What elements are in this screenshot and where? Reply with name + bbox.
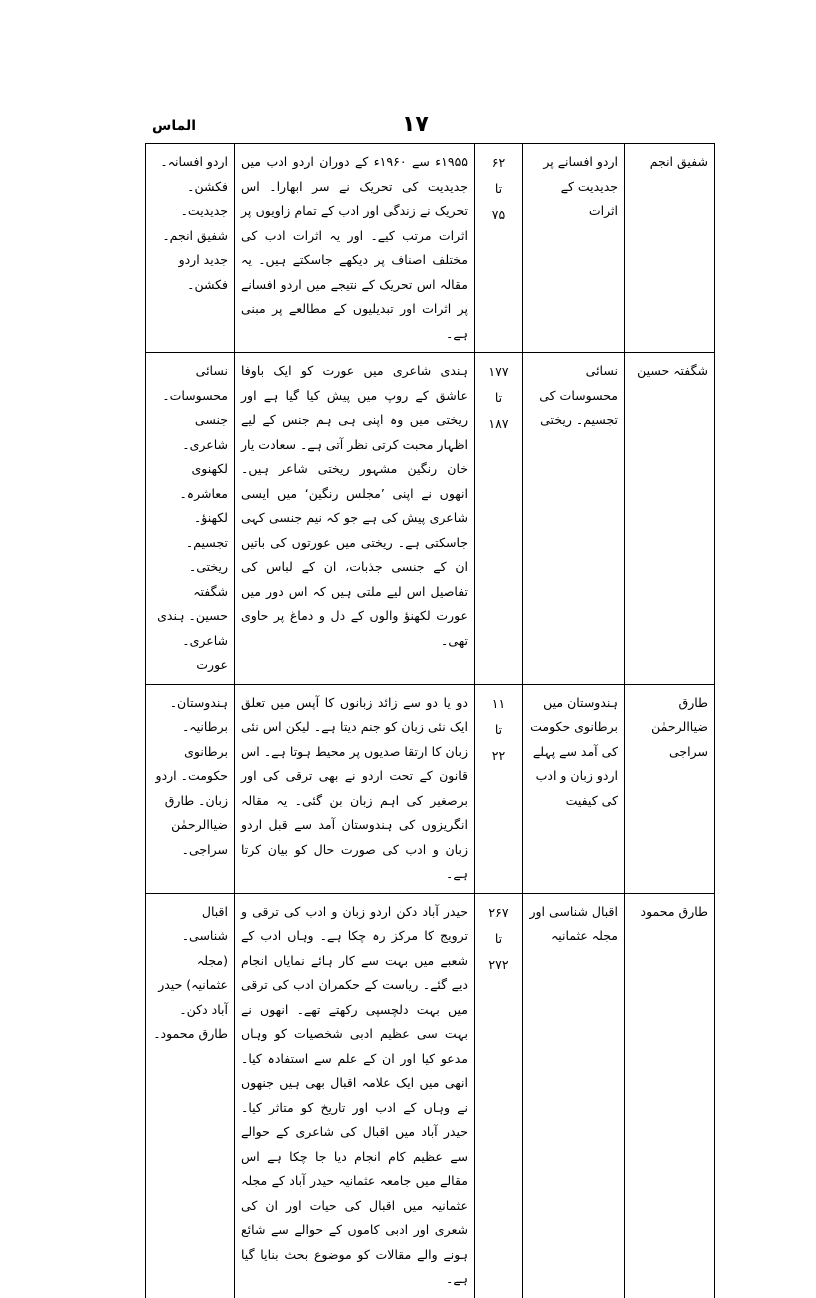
- pages-cell: [475, 684, 523, 893]
- page-to-word: تا: [494, 721, 503, 737]
- keywords-cell: اردو افسانہ۔ فکشن۔ جدیدیت۔ شفیق انجم۔ جدید اردو فکشن۔: [146, 144, 235, 353]
- table-row: [146, 353, 715, 685]
- title-cell: اقبال شناسی اور مجلہ عثمانیہ: [523, 893, 625, 1298]
- summary-cell: حیدر آباد دکن اردو زبان و ادب کی ترقی و ترویج کا مرکز رہ چکا ہے۔ وہاں ادب کے شعبے میں بہت سے کار ہائے نمایاں انجام دیے گئے۔ ریاست کے حکمران ادب کی ترقی میں بہت دلچسپی رکھتے تھے۔ انھوں نے بہت سی عظیم ادبی شخصیات کو وہاں مدعو کیا اور ان کے علم سے استفادہ کیا۔ انھی میں ایک علامہ اقبال بھی ہیں جنھوں نے وہاں کے ادب اور تاریخ کو متاثر کیا۔ حیدر آباد میں اقبال کی شاعری کے حوالے سے عظیم کام انجام دیا جا چکا ہے اس مقالے میں جامعہ عثمانیہ حیدر آباد کے مجلہ عثمانیہ میں اقبال کی حیات اور ان کی شعری اور ادبی کاموں کے حوالے سے شائع ہونے والے مقالات کو موضوع بحث بنایا گیا ہے۔: [235, 893, 475, 1298]
- page-from: ۶۲: [491, 155, 506, 170]
- page-to: ۷۵: [491, 207, 506, 222]
- pages-cell: [475, 144, 523, 353]
- summary-cell: ہندی شاعری میں عورت کو ایک باوفا عاشق کے روپ میں پیش کیا گیا ہے اور ریختی میں وہ اپنی ہی ہم جنس کے لیے اظہار محبت کرتی نظر آتی ہے۔ سعادت یار خان رنگین مشہور ریختی شاعر ہیں۔ انھوں نے اپنی ’مجلس رنگین‘ میں ایسی شاعری پیش کی ہے جو کہ نیم جنسی کہی جاسکتی ہے۔ ریختی میں عورتوں کی باتیں ان کے جنسی جذبات، ان کے لباس کی تفاصیل اس لیے ملتی ہیں کہ اس دور میں عورت لکھنؤ والوں کے دل و دماغ پر حاوی تھی۔: [235, 353, 475, 685]
- title-cell: نسائی محسوسات کی تجسیم۔ ریختی: [523, 353, 625, 685]
- table-row: [146, 144, 715, 353]
- title-cell: ہندوستان میں برطانوی حکومت کی آمد سے پہلے اردو زبان و ادب کی کیفیت: [523, 684, 625, 893]
- pages-cell: [475, 893, 523, 1298]
- page-number: ۱۷: [402, 112, 429, 137]
- page-from: ۲۶۷: [488, 904, 509, 920]
- page-to-word: تا: [494, 930, 503, 946]
- author-cell: طارق ضیاالرحمٰن سراجی: [625, 684, 715, 893]
- keywords-cell: ہندوستان۔ برطانیہ۔ برطانوی حکومت۔ اردو زبان۔ طارق ضیاالرحمٰن سراجی۔: [146, 684, 235, 893]
- table-row: [146, 893, 715, 1298]
- table-row: [146, 684, 715, 893]
- page-to: ۱۸۷: [488, 416, 509, 431]
- page-to-word: تا: [494, 181, 503, 196]
- page-to: ۲۲: [491, 747, 506, 763]
- title-cell: اردو افسانے پر جدیدیت کے اثرات: [523, 144, 625, 353]
- page-from: ۱۱: [491, 695, 506, 711]
- summary-cell: دو یا دو سے زائد زبانوں کا آپس میں تعلق ایک نئی زبان کو جنم دیتا ہے۔ لیکن اس نئی زبان کا ارتقا صدیوں پر محیط ہوتا ہے۔ اس قانون کے تحت اردو نے بھی ترقی کی اور برصغیر کی اہم زبان بن گئی۔ یہ مقالہ انگریزوں کی ہندوستان آمد سے قبل اردو زبان و ادب کی صورت حال کو بیان کرتا ہے۔: [235, 684, 475, 893]
- author-cell: طارق محمود: [625, 893, 715, 1298]
- keywords-cell: نسائی محسوسات۔ جنسی شاعری۔ لکھنوی معاشرہ۔ لکھنؤ۔ تجسیم۔ ریختی۔ شگفتہ حسین۔ ہندی شاعری۔ عورت: [146, 353, 235, 685]
- author-cell: شفیق انجم: [625, 144, 715, 353]
- page-to: ۲۷۲: [488, 956, 509, 972]
- summary-cell: ۱۹۵۵ء سے ۱۹۶۰ء کے دوران اردو ادب میں جدیدیت کی تحریک نے سر ابھارا۔ اس تحریک نے زندگی اور ادب کے تمام زاویوں پر اثرات مرتب کیے۔ اور یہ اثرات ادب کی مختلف اصناف پر دیکھے جاسکتے ہیں۔ یہ مقالہ اس تحریک کے نتیجے میں اردو افسانے پر اثرات اور تبدیلیوں کے مطالعے پر مبنی ہے۔: [235, 144, 475, 353]
- page-to-word: تا: [494, 390, 503, 405]
- articles-table: [145, 143, 715, 1298]
- pages-cell: [475, 353, 523, 685]
- keywords-cell: اقبال شناسی۔ (مجلہ عثمانیہ) حیدر آباد دکن۔ طارق محمود۔: [146, 893, 235, 1298]
- page-from: ۱۷۷: [488, 364, 509, 379]
- journal-name: الماس: [152, 118, 197, 134]
- author-cell: شگفتہ حسین: [625, 353, 715, 685]
